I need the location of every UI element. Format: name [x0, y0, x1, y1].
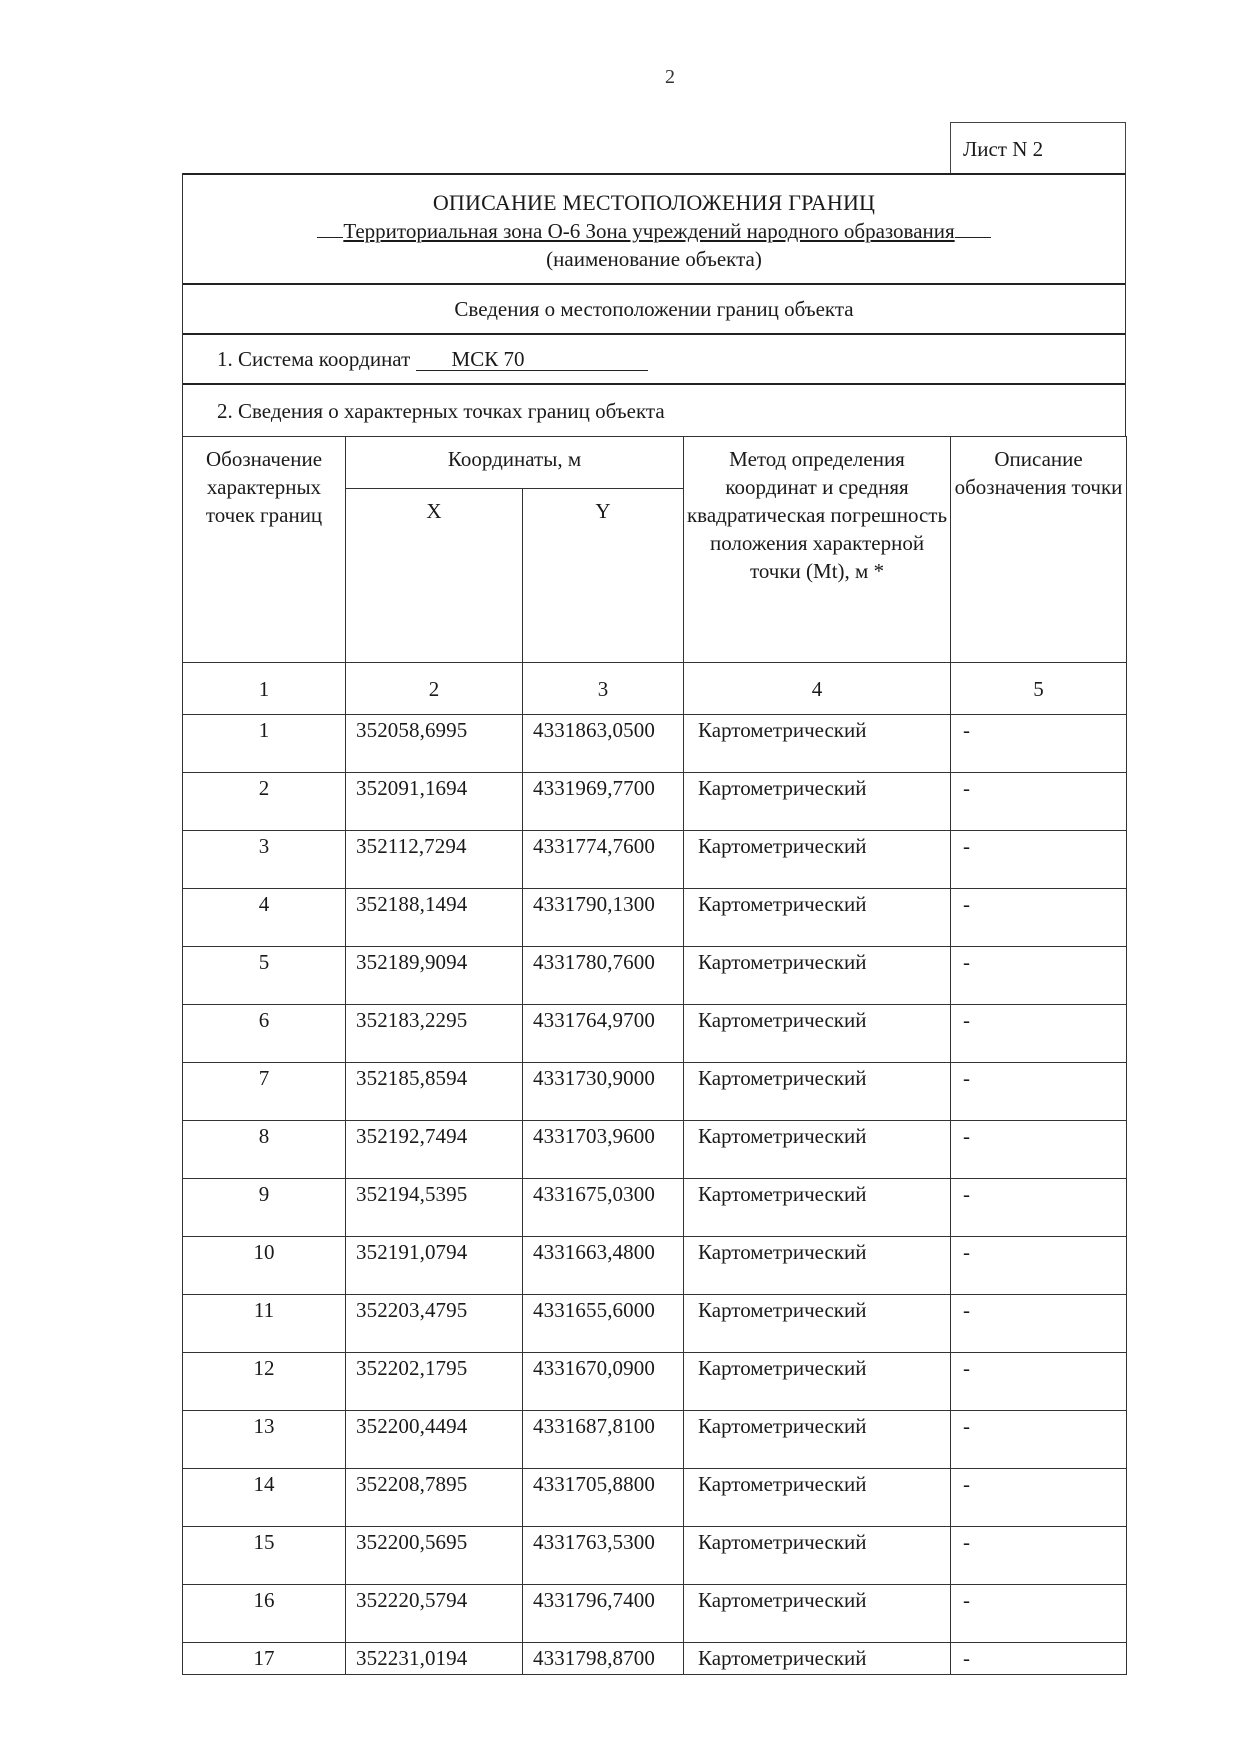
method-cell: Картометрический — [684, 1643, 951, 1675]
title-block — [183, 173, 1125, 283]
column-number: 3 — [523, 663, 684, 715]
y-coordinate-cell: 4331675,0300 — [523, 1179, 684, 1237]
method-cell: Картометрический — [684, 1295, 951, 1353]
point-number-cell: 9 — [183, 1179, 346, 1237]
method-cell: Картометрический — [684, 831, 951, 889]
x-coordinate-cell: 352191,0794 — [346, 1237, 523, 1295]
point-number-cell: 2 — [183, 773, 346, 831]
description-cell: - — [951, 715, 1127, 773]
table-row — [183, 715, 1127, 773]
description-cell: - — [951, 773, 1127, 831]
point-number-cell: 11 — [183, 1295, 346, 1353]
description-cell: - — [951, 1179, 1127, 1237]
header-method: Метод определения координат и средняя квадратическая погрешность положения характерной точки (Mt), м * — [684, 437, 951, 663]
info-heading: Сведения о местоположении границ объекта — [454, 297, 854, 321]
method-cell: Картометрический — [684, 1005, 951, 1063]
description-cell: - — [951, 1295, 1127, 1353]
method-cell: Картометрический — [684, 1237, 951, 1295]
column-numbers-row — [183, 663, 1127, 715]
coord-system-value: МСК 70 — [416, 348, 648, 371]
column-number: 1 — [183, 663, 346, 715]
header-y: Y — [523, 489, 684, 663]
description-cell: - — [951, 889, 1127, 947]
point-number-cell: 8 — [183, 1121, 346, 1179]
table-row — [183, 1237, 1127, 1295]
y-coordinate-cell: 4331763,5300 — [523, 1527, 684, 1585]
table-row — [183, 1353, 1127, 1411]
column-number: 5 — [951, 663, 1127, 715]
header-description: Описание обозначения точки — [951, 437, 1127, 663]
point-number-cell: 17 — [183, 1643, 346, 1675]
x-coordinate-cell: 352202,1795 — [346, 1353, 523, 1411]
coord-system-block — [183, 333, 1125, 383]
x-coordinate-cell: 352203,4795 — [346, 1295, 523, 1353]
object-name-caption: (наименование объекта) — [546, 247, 762, 271]
point-number-cell: 5 — [183, 947, 346, 1005]
header-designation: Обозначение характерных точек границ — [183, 437, 346, 663]
point-number-cell: 4 — [183, 889, 346, 947]
point-number-cell: 10 — [183, 1237, 346, 1295]
point-number-cell: 7 — [183, 1063, 346, 1121]
point-number-cell: 12 — [183, 1353, 346, 1411]
point-number-cell: 6 — [183, 1005, 346, 1063]
object-name: Территориальная зона О-6 Зона учреждений народного образования — [343, 219, 955, 243]
info-heading-block — [183, 283, 1125, 333]
y-coordinate-cell: 4331790,1300 — [523, 889, 684, 947]
document-title: ОПИСАНИЕ МЕСТОПОЛОЖЕНИЯ ГРАНИЦ — [432, 190, 876, 215]
y-coordinate-cell: 4331687,8100 — [523, 1411, 684, 1469]
method-cell: Картометрический — [684, 1585, 951, 1643]
page-number: 2 — [665, 66, 675, 88]
point-number-cell: 1 — [183, 715, 346, 773]
column-number: 2 — [346, 663, 523, 715]
sheet-number-label: Лист N 2 — [963, 137, 1044, 161]
x-coordinate-cell: 352194,5395 — [346, 1179, 523, 1237]
x-coordinate-cell: 352188,1494 — [346, 889, 523, 947]
object-name-line — [183, 217, 1125, 245]
description-cell: - — [951, 831, 1127, 889]
x-coordinate-cell: 352208,7895 — [346, 1469, 523, 1527]
description-cell: - — [951, 1005, 1127, 1063]
y-coordinate-cell: 4331730,9000 — [523, 1063, 684, 1121]
y-coordinate-cell: 4331764,9700 — [523, 1005, 684, 1063]
table-row — [183, 1063, 1127, 1121]
table-row — [183, 773, 1127, 831]
method-cell: Картометрический — [684, 773, 951, 831]
point-number-cell: 14 — [183, 1469, 346, 1527]
description-cell: - — [951, 1469, 1127, 1527]
y-coordinate-cell: 4331705,8800 — [523, 1469, 684, 1527]
description-cell: - — [951, 1585, 1127, 1643]
y-coordinate-cell: 4331774,7600 — [523, 831, 684, 889]
point-number-cell: 13 — [183, 1411, 346, 1469]
table-row — [183, 1469, 1127, 1527]
point-number-cell: 16 — [183, 1585, 346, 1643]
table-row — [183, 889, 1127, 947]
description-cell: - — [951, 1527, 1127, 1585]
table-row — [183, 1005, 1127, 1063]
y-coordinate-cell: 4331663,4800 — [523, 1237, 684, 1295]
x-coordinate-cell: 352231,0194 — [346, 1643, 523, 1675]
x-coordinate-cell: 352185,8594 — [346, 1063, 523, 1121]
table-row — [183, 1295, 1127, 1353]
y-coordinate-cell: 4331670,0900 — [523, 1353, 684, 1411]
column-number: 4 — [684, 663, 951, 715]
y-coordinate-cell: 4331655,6000 — [523, 1295, 684, 1353]
method-cell: Картометрический — [684, 1121, 951, 1179]
description-cell: - — [951, 1121, 1127, 1179]
table-row — [183, 1179, 1127, 1237]
boundary-points-table — [182, 436, 1127, 1675]
table-row — [183, 1121, 1127, 1179]
x-coordinate-cell: 352189,9094 — [346, 947, 523, 1005]
method-cell: Картометрический — [684, 947, 951, 1005]
point-number-cell: 15 — [183, 1527, 346, 1585]
method-cell: Картометрический — [684, 889, 951, 947]
y-coordinate-cell: 4331969,7700 — [523, 773, 684, 831]
x-coordinate-cell: 352058,6995 — [346, 715, 523, 773]
table-row — [183, 831, 1127, 889]
method-cell: Картометрический — [684, 1469, 951, 1527]
x-coordinate-cell: 352112,7294 — [346, 831, 523, 889]
method-cell: Картометрический — [684, 1527, 951, 1585]
y-coordinate-cell: 4331780,7600 — [523, 947, 684, 1005]
points-heading: 2. Сведения о характерных точках границ объекта — [217, 399, 665, 423]
point-number-cell: 3 — [183, 831, 346, 889]
table-row — [183, 1643, 1127, 1675]
method-cell: Картометрический — [684, 1353, 951, 1411]
y-coordinate-cell: 4331863,0500 — [523, 715, 684, 773]
description-cell: - — [951, 1353, 1127, 1411]
underline-pad-left — [317, 219, 343, 238]
coord-system-label: 1. Система координат — [217, 347, 411, 371]
x-coordinate-cell: 352220,5794 — [346, 1585, 523, 1643]
description-cell: - — [951, 1643, 1127, 1675]
description-cell: - — [951, 1237, 1127, 1295]
method-cell: Картометрический — [684, 715, 951, 773]
x-coordinate-cell: 352192,7494 — [346, 1121, 523, 1179]
method-cell: Картометрический — [684, 1063, 951, 1121]
underline-pad-right — [955, 219, 991, 238]
description-cell: - — [951, 947, 1127, 1005]
x-coordinate-cell: 352200,5695 — [346, 1527, 523, 1585]
description-cell: - — [951, 1411, 1127, 1469]
description-cell: - — [951, 1063, 1127, 1121]
x-coordinate-cell: 352183,2295 — [346, 1005, 523, 1063]
table-row — [183, 1527, 1127, 1585]
table-row — [183, 1411, 1127, 1469]
document-header-frame — [182, 173, 1126, 436]
y-coordinate-cell: 4331798,8700 — [523, 1643, 684, 1675]
table-row — [183, 1585, 1127, 1643]
header-coordinates: Координаты, м — [346, 437, 684, 489]
sheet-number-box — [950, 122, 1126, 174]
y-coordinate-cell: 4331796,7400 — [523, 1585, 684, 1643]
header-x: X — [346, 489, 523, 663]
x-coordinate-cell: 352200,4494 — [346, 1411, 523, 1469]
x-coordinate-cell: 352091,1694 — [346, 773, 523, 831]
method-cell: Картометрический — [684, 1411, 951, 1469]
table-row — [183, 947, 1127, 1005]
method-cell: Картометрический — [684, 1179, 951, 1237]
points-heading-block — [183, 383, 1125, 436]
y-coordinate-cell: 4331703,9600 — [523, 1121, 684, 1179]
